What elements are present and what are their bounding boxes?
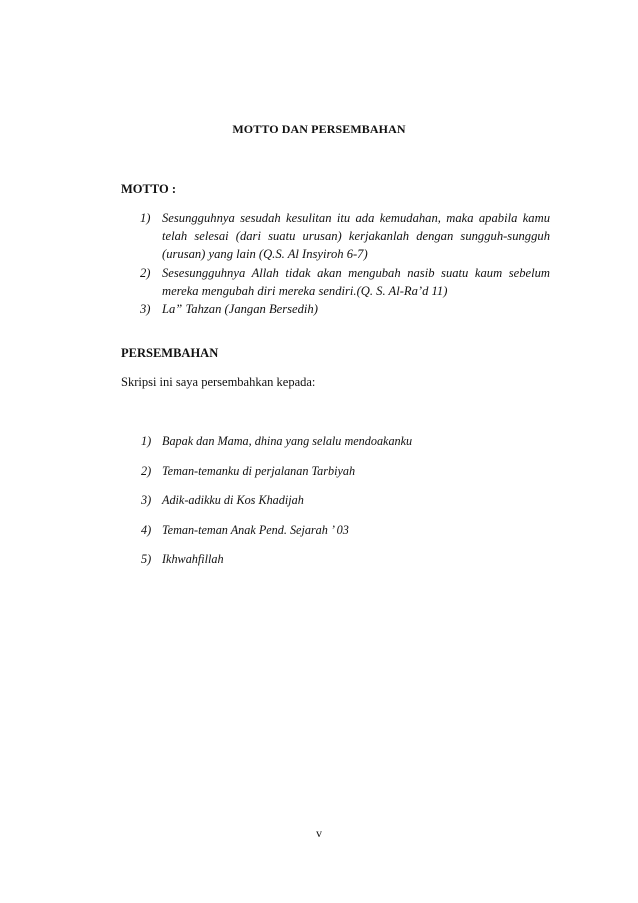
- dedication-item: [141, 552, 412, 582]
- dedication-item-text: Adik-adikku di Kos Khadijah: [162, 493, 304, 507]
- dedication-item-text: Bapak dan Mama, dhina yang selalu mendoakanku: [162, 434, 413, 448]
- motto-item: [140, 209, 550, 264]
- motto-item-text: Sesungguhnya sesudah kesulitan itu ada kemudahan, maka apabila kamu telah selesai (dari suatu urusan) kerjakanlah dengan sungguh-sungguh (urusan) yang lain (Q.S. Al Insyiroh 6-7): [162, 211, 550, 262]
- dedication-item-text: Teman-teman Anak Pend. Sejarah ’ 03: [162, 522, 349, 537]
- motto-item-text: Sesesungguhnya Allah tidak akan mengubah nasib suatu kaum sebelum mereka mengubah diri mereka sendiri.(Q. S. Al-Ra’d 11): [162, 265, 550, 298]
- dedication-item-number: 3): [141, 493, 152, 507]
- dedication-item-text: Teman-temanku di perjalanan Tarbiyah: [162, 463, 356, 478]
- page-number: v: [316, 826, 322, 840]
- motto-list: [140, 209, 550, 318]
- dedication-item: [141, 434, 412, 464]
- motto-item-number: 3): [140, 302, 151, 317]
- motto-item: [140, 300, 550, 318]
- motto-heading: MOTTO :: [121, 182, 176, 196]
- dedication-item-number: 1): [141, 434, 152, 448]
- dedication-item-number: 5): [141, 552, 152, 566]
- dedication-item: [141, 493, 412, 523]
- dedication-item: [141, 464, 412, 494]
- motto-item-number: 1): [140, 211, 151, 225]
- dedication-item-number: 4): [141, 522, 152, 537]
- persembahan-intro: Skripsi ini saya persembahkan kepada:: [121, 375, 316, 389]
- motto-item-text: La” Tahzan (Jangan Bersedih): [162, 302, 318, 317]
- page-title: MOTTO DAN PERSEMBAHAN: [232, 122, 406, 136]
- dedication-item-number: 2): [141, 463, 152, 478]
- motto-item-number: 2): [140, 265, 151, 280]
- dedication-item-text: Ikhwahfillah: [162, 552, 224, 566]
- motto-item: [140, 264, 550, 300]
- dedication-list: [141, 434, 412, 582]
- dedication-item: [141, 523, 412, 553]
- persembahan-heading: PERSEMBAHAN: [121, 346, 219, 360]
